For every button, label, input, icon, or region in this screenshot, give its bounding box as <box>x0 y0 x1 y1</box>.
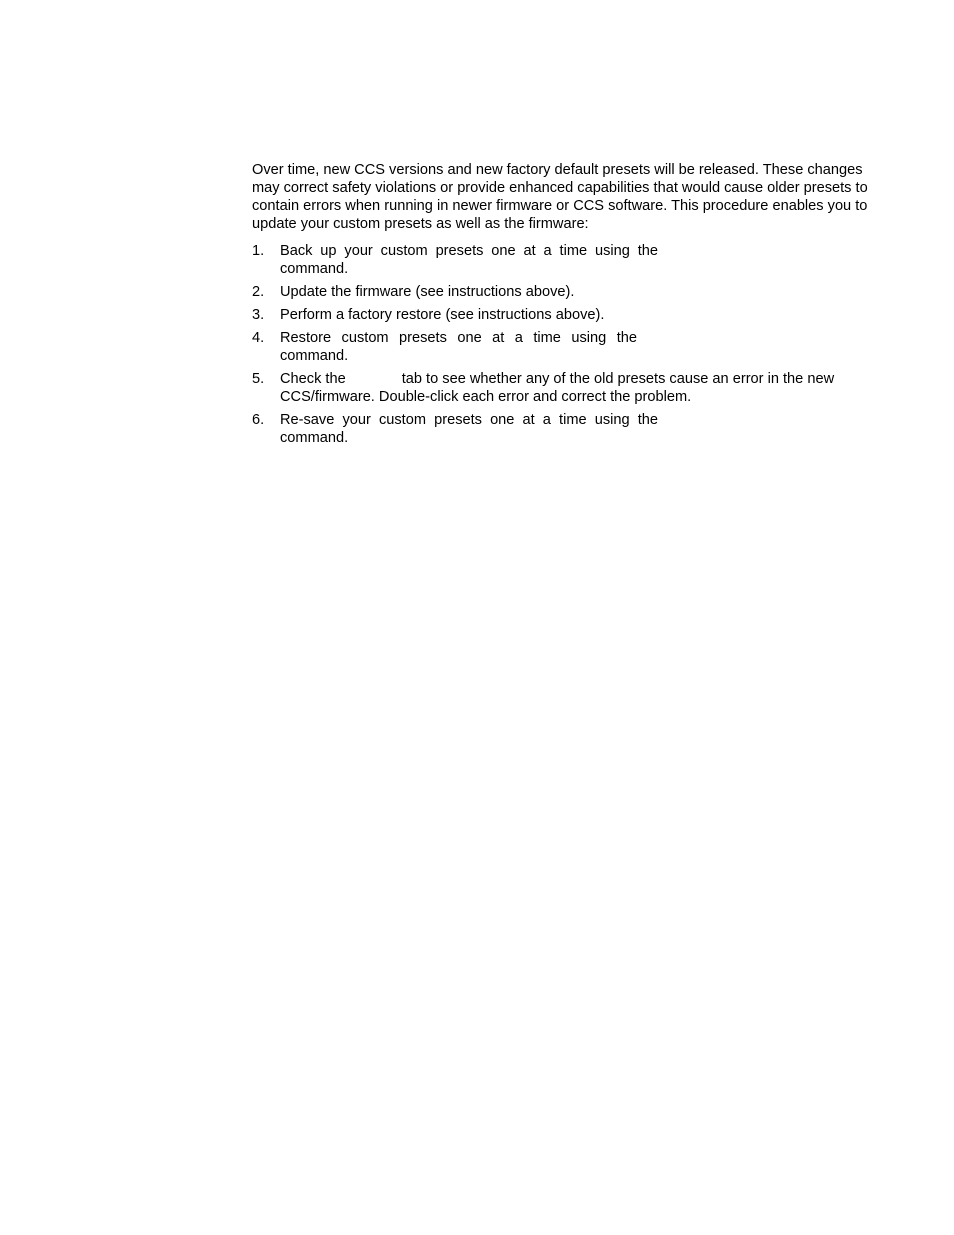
step-4 <box>252 329 874 365</box>
step-text-pre: Check the <box>280 371 346 387</box>
step-number: 5. <box>252 371 265 387</box>
step-text-line: command. <box>280 430 349 446</box>
step-text <box>280 370 874 406</box>
step-text <box>280 411 658 447</box>
step-number: 6. <box>252 412 265 428</box>
step-1 <box>252 242 874 278</box>
step-text-line: command. <box>280 348 349 364</box>
step-text <box>280 242 658 278</box>
step-number: 3. <box>252 307 265 323</box>
intro-paragraph: Over time, new CCS versions and new factory default presets will be released. These changes may correct safety violations or provide enhanced capabilities that would cause older presets to contain errors when running in newer firmware or CCS software. This procedure enables you to update your custom presets as well as the firmware: <box>252 162 868 232</box>
procedure-steps <box>252 242 874 447</box>
step-text-line: Back up your custom presets one at a time using the <box>280 243 658 259</box>
step-text: Perform a factory restore (see instructions above). <box>280 307 605 323</box>
step-text: Update the firmware (see instructions above). <box>280 284 575 300</box>
step-number: 2. <box>252 284 265 300</box>
step-text-post: tab to see whether any of the old presets cause an error in the new CCS/firmware. Double-click each error and correct the problem. <box>280 371 835 405</box>
step-text-line: Re-save your custom presets one at a time using the <box>280 412 658 428</box>
step-6 <box>252 411 874 447</box>
step-5 <box>252 370 874 406</box>
step-3 <box>252 306 874 324</box>
step-number: 4. <box>252 330 265 346</box>
step-2 <box>252 283 874 301</box>
step-text-line: Restore custom presets one at a time using the <box>280 330 637 346</box>
step-number: 1. <box>252 243 265 259</box>
document-content <box>252 161 874 452</box>
step-text <box>280 329 637 365</box>
step-text-line: command. <box>280 261 349 277</box>
